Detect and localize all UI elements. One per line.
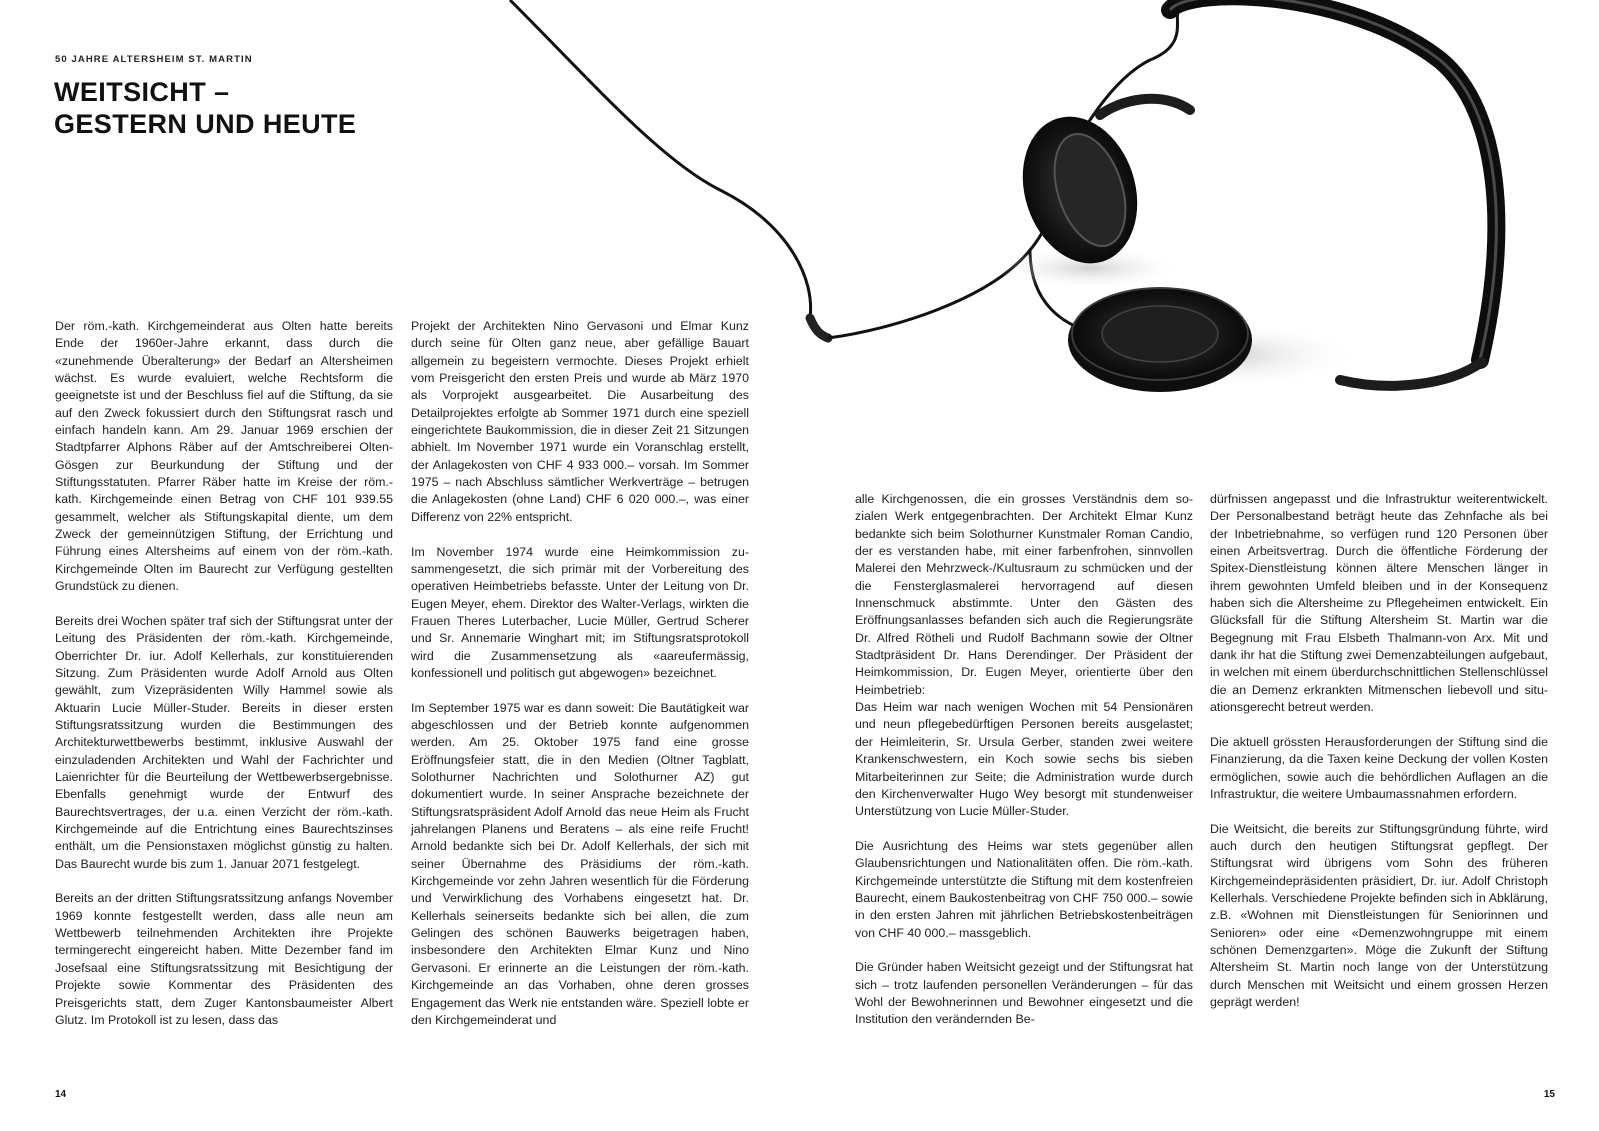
paragraph: Projekt der Architekten Nino Gervasoni und Elmar Kunz durch seine für Olten ganz neue, aber gefällige Bauart allgemein zu begeistern vermochte. Dieses Projekt erhielt vom Preisgericht den ersten Preis und wurde ab März 1970 als Vorprojekt ausgearbeitet. Die Ausarbeitung des Detailprojektes erfolgte ab Sommer 1971 durch eine speziell eingerichtete Baukommission, die in dieser Zeit 21 Sitzungen abhielt. Im November 1971 wurde ein Voranschlag erstellt, der Anlagekosten von CHF 4 933 000.– vorsah. Im Sommer 1975 – nach Abschluss sämtlicher Werkverträge – betrugen die Anlagekosten (ohne Land) CHF 6 020 000.–, was einer Differenz von 22% entspricht. xyxy=(411,319,749,524)
paragraph: Bereits an der dritten Stiftungsratssitzung anfangs November 1969 konnte festgestellt werden, dass alle neun am Wettbewerb teilnehmenden Architekten ihre Projekte termingerecht eingereicht haben. Mitte Dezember fand im Josefsaal eine Stiftungsratssitzung mit Besichtigung der Projekte sowie Kommentar des Präsidenten des Preisgerichts statt, dem Zuger Kantonsbaumeister Albert Glutz. Im Protokoll ist zu lesen, dass das xyxy=(55,891,393,1027)
text-column-1 xyxy=(55,318,393,1047)
paragraph: Im November 1974 wurde eine Heimkommission zusammengesetzt, die sich primär mit der Vorbereitung des operativen Heimbetriebs befasste. Unter der Leitung von Dr. Eugen Meyer, ehem. Direktor des Walter-Verlags, wirkten die Frauen Theres Luterbacher, Lucie Müller, Gertrud Scherer und Sr. Annemarie Winghart mit; im Stiftungsratsprotokoll wird die Zusammensetzung als «aareufermässig, konfessionell und politisch gut abgewogen» bezeichnet. xyxy=(411,544,749,680)
paragraph: Die Ausrichtung des Heims war stets gegenüber allen Glaubensrichtungen und Nationalitäten offen. Die röm.-kath. Kirchgemeinde unterstützte die Stiftung mit dem kostenfreien Baurecht, einem Baukostenbeitrag von CHF 750 000.– sowie in den ersten Jahren mit jährlichen Betriebskostenbeiträgen von CHF 40 000.– massgeblich. xyxy=(855,838,1193,940)
page-title xyxy=(54,76,356,140)
title-line-2: GESTERN UND HEUTE xyxy=(54,109,357,139)
paragraph: Der röm.-kath. Kirchgemeinderat aus Olten hatte bereits Ende der 1960er-Jahre erkannt, dass durch die «zunehmende Überalterung» der Bedarf an Altersheimen wächst. Es wurde evaluiert, welche Rechtsform die geeignetste ist und der Beschluss fiel auf die Stiftung, da sie auf den Zweck fokussiert durch den Stiftungsrat rasch und einfach handeln kann. Am 29. Januar 1969 erschien der Stadtpfarrer Alphons Räber auf der Amtschreiberei Olten-Gösgen zur Beurkundung der Stiftung und der Stiftungsstatuten. Pfarrer Räber hatte im Kreise der röm.-kath. Kirchgemeinde einen Betrag von CHF 101 939.55 gesammelt, welcher als Stiftungskapital diente, um dem Zweck der gemeinnützigen Stiftung, der Errichtung und Führung eines Altersheims auf einem von der röm.-kath. Kirchgemeinde Olten im Baurecht zur Verfügung gestellten Grundstück zu dienen. xyxy=(55,319,393,594)
title-line-1: WEITSICHT – xyxy=(54,77,230,107)
paragraph: Bereits drei Wochen später traf sich der Stiftungsrat unter der Leitung des Präsidenten der röm.-kath. Kirchgemeinde, Oberrichter Dr. iur. Adolf Kellerhals, zur konstituierenden Sitzung. Zum Präsidenten wurde Adolf Arnold aus Olten gewählt, zum Vizepräsidenten Willy Hammel sowie als Aktuarin Lucie Müller-Studer. Bereits in dieser ersten Stiftungsratssitzung wurden die Bestimmungen des Architekturwettbewerbs bestimmt, inklusive Auswahl der einzuladenden Architekten und Wahl der Fachrichter und Laienrichter für die Beurteilung der Wettbewerbsergebnisse. Ebenfalls genehmigt wurde der Entwurf des Baurechtsvertrages, der u.a. einen Verzicht der röm.-kath. Kirchgemeinde auf die Entrichtung eines Baurechtszinses enthält, um die Pensionstaxen möglichst günstig zu halten. Das Baurecht wurde bis zum 1. Januar 2071 festgelegt. xyxy=(55,613,393,871)
page-number-right: 15 xyxy=(1543,1089,1555,1100)
text-column-3 xyxy=(855,491,1193,1046)
paragraph: Im September 1975 war es dann soweit: Die Bautätigkeit war abgeschlossen und der Betrieb konnte aufgenommen werden. Am 25. Oktober 1975 fand eine grosse Eröffnungsfeier statt, die in den Medien (Oltner Tagblatt, Solothurner Nachrichten und Solothurner AZ) gut dokumentiert wurde. In seiner Ansprache bezeichnete der Stiftungsratspräsident Adolf Arnold das neue Heim als Frucht jahrelangen Planens und Beratens – als eine reife Frucht! Arnold bedankte sich bei Dr. Adolf Kellerhals, der sich mit seiner Übernahme des Präsidiums der röm.-kath. Kirchgemeinde vor zehn Jahren wesentlich für die Förderung und Verwirklichung des Vorhabens eingesetzt hat. Dr. Kellerhals seinerseits bedankte sich bei allen, die zum Gelingen des schönen Bauwerks beigetragen haben, insbesondere den Architekten Elmar Kunz und Nino Gervasoni. Er erinnerte an die Leistungen der röm.-kath. Kirchgemeinde an das Vorhaben, ohne deren grosses Engagement das Werk nie entstanden wäre. Speziell lobte er den Kirchgemeinderat und xyxy=(411,700,749,1027)
page-number-left: 14 xyxy=(55,1089,67,1100)
text-column-2 xyxy=(411,318,749,1047)
paragraph: alle Kirchgenossen, die ein grosses Verständnis dem sozialen Werk entgegenbrachten. Der Architekt Elmar Kunz bedankte sich beim Solothurner Kunstmaler Roman Candio, der es verstanden habe, mit einer farbenfrohen, sinnvollen Malerei den Mehrzweck-/Kultusraum zu schmücken und der die Fensterglasmalerei hervorragend auf diesen Innenschmuck abstimmte. Unter den Gästen des Eröffnungsanlasses befanden sich auch die Regierungsräte Dr. Alfred Rötheli und Rudolf Bachmann sowie der Oltner Stadtpräsident Dr. Hans Derendinger. Der Präsident der Heimkommission, Dr. Eugen Meyer, orientierte über den Heimbetrieb: Das Heim war nach wenigen Wochen mit 54 Pensionären und neun pflegebedürftigen Personen bereits ausgelastet; der Heimleiterin, Sr. Ursula Gerber, standen zwei weitere Krankenschwestern, ein Koch sowie sechs bis sieben Mitarbeiterinnen zur Seite; die Administration wurde durch den Kirchenverwalter Hugo Wey besorgt mit stundenweiser Unterstützung von Lucie Müller-Studer. xyxy=(855,492,1193,819)
section-eyebrow: 50 JAHRE ALTERSHEIM ST. MARTIN xyxy=(55,54,253,65)
paragraph: Die Weitsicht, die bereits zur Stiftungsgründung führte, wird auch durch den heutigen Stiftungsrat gepflegt. Der Stiftungsrat wird übrigens vom Sohn des früheren Kirchgemeindepräsidenten präsidiert, Dr. iur. Adolf Christoph Kellerhals. Verschiedene Projekte befinden sich in Abklärung, z.B. «Wohnen mit Dienstleistungen für Seniorinnen und Senioren» oder eine «Demenzwohngruppe mit einem schönen Demenzgarten». Möge die Zukunft der Stiftung Altersheim St. Martin noch lange von der Unterstützung durch Menschen mit Weitsicht und einem grossen Herzen geprägt werden! xyxy=(1210,821,1548,1010)
paragraph: Die aktuell grössten Herausforderungen der Stiftung sind die Finanzierung, da die Taxen keine Deckung der vollen Kosten ermöglichen, sowie auch die behördlichen Auflagen an die Infrastruktur, die weitere Umbaumassnahmen erfordern. xyxy=(1210,734,1548,801)
paragraph: dürfnissen angepasst und die Infrastruktur weiterentwickelt. Der Personalbestand beträgt heute das Zehnfache als bei der Inbetriebnahme, so verfügen rund 120 Personen über einen Arbeitsvertrag. Durch die öffentliche Förderung der Spitex-Dienstleistung können ältere Menschen länger in ihrem gewohnten Umfeld bleiben und in der Konsequenz haben sich die Altersheime zu Pflegeheimen entwickelt. Ein Glücksfall für die Stiftung Altersheim St. Martin war die Begegnung mit Frau Elsbeth Thalmann-von Arx. Mit und dank ihr hat die Stiftung zwei Demenzabteilungen aufgebaut, in welchen mit einem überdurchschnittlichen Stellenschlüssel die an Demenz erkrankten Mitmenschen liebevoll und situationsgerecht betreut werden. xyxy=(1210,492,1548,715)
paragraph: Die Gründer haben Weitsicht gezeigt und der Stiftungsrat hat sich – trotz laufenden personellen Veränderungen – für das Wohl der Bewohnerinnen und Bewohner eingesetzt und die Institution den verändernden Be- xyxy=(855,960,1193,1027)
text-column-4 xyxy=(1210,491,1548,1029)
